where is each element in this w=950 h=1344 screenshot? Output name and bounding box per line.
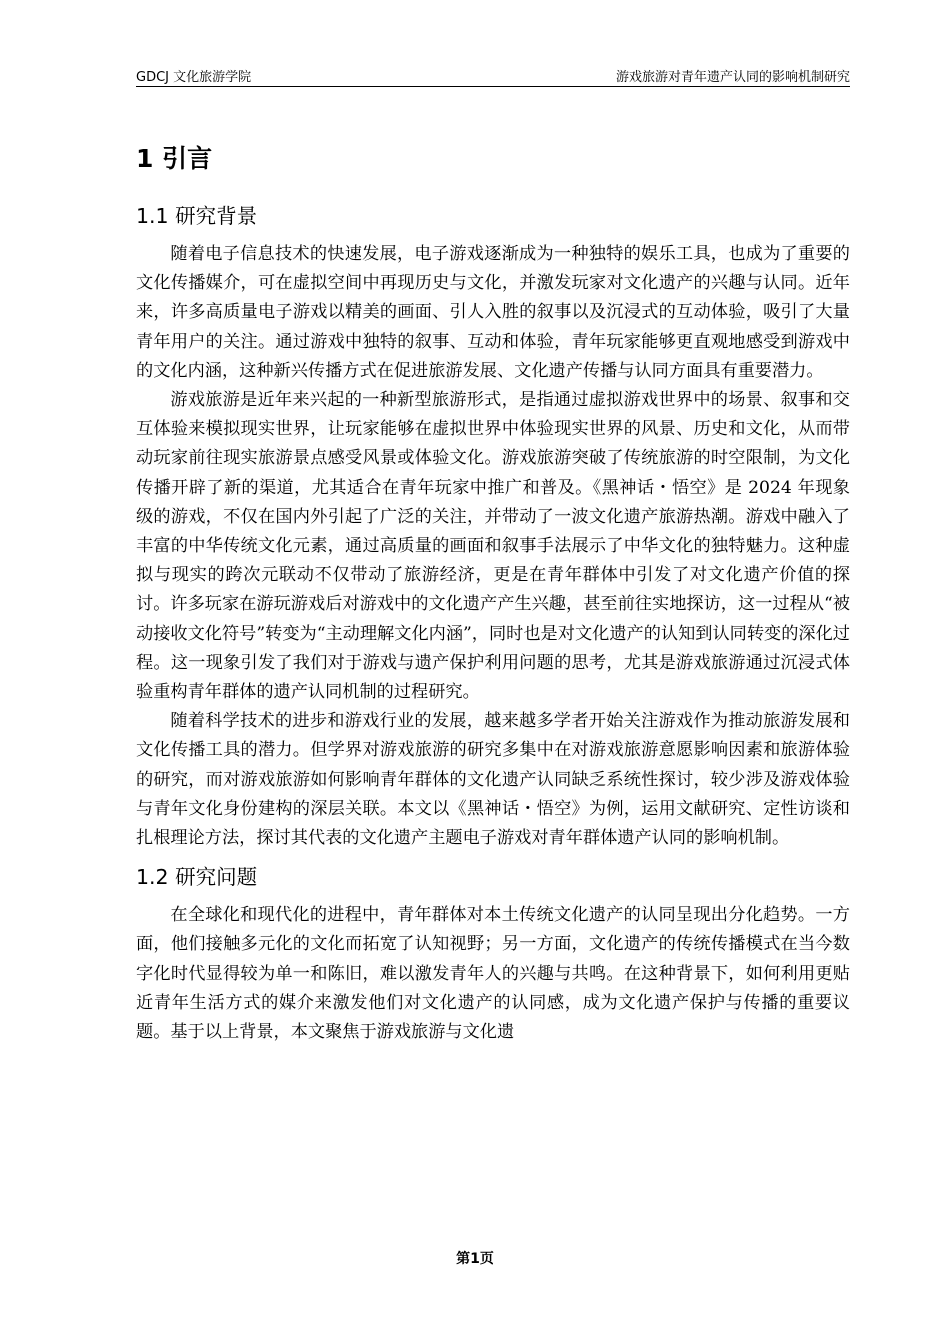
paragraph: 游戏旅游是近年来兴起的一种新型旅游形式，是指通过虚拟游戏世界中的场景、叙事和交互体验来模拟现实世界，让玩家能够在虚拟世界中体验现实世界的风景、历史和文化，从而带动玩家前往现实旅游景点感受风景或体验文化。游戏旅游突破了传统旅游的时空限制，为文化传播开辟了新的渠道，尤其适合在青年玩家中推广和普及。《黑神话・悟空》是 2024 年现象级的游戏，不仅在国内外引起了广泛的关注，并带动了一波文化遗产旅游热潮。游戏中融入了丰富的中华传统文化元素，通过高质量的画面和叙事手法展示了中华文化的独特魅力。这种虚拟与现实的跨次元联动不仅带动了旅游经济，更是在青年群体中引发了对文化遗产价值的探讨。许多玩家在游玩游戏后对游戏中的文化遗产产生兴趣，甚至前往实地探访，这一过程从“被动接收文化符号”转变为“主动理解文化内涵”，同时也是对文化遗产的认知到认同转变的深化过程。这一现象引发了我们对于游戏与遗产保护利用问题的思考，尤其是游戏旅游通过沉浸式体验重构青年群体的遗产认同机制的过程研究。: [136, 390, 850, 703]
chapter-title: 1 引言: [136, 144, 213, 173]
page-body: [136, 138, 850, 1047]
section-heading-background: 1.1 研究背景: [136, 204, 258, 228]
paragraph: 随着科学技术的进步和游戏行业的发展，越来越多学者开始关注游戏作为推动旅游发展和文化传播工具的潜力。但学界对游戏旅游的研究多集中在对游戏旅游意愿影响因素和旅游体验的研究，而对游戏旅游如何影响青年群体的文化遗产认同缺乏系统性探讨，较少涉及游戏体验与青年文化身份建构的深层关联。本文以《黑神话・悟空》为例，运用文献研究、定性访谈和扎根理论方法，探讨其代表的文化遗产主题电子游戏对青年群体遗产认同的影响机制。: [136, 711, 850, 849]
paragraph: 随着电子信息技术的快速发展，电子游戏逐渐成为一种独特的娱乐工具，也成为了重要的文化传播媒介，可在虚拟空间中再现历史与文化，并激发玩家对文化遗产的兴趣与认同。近年来，许多高质量电子游戏以精美的画面、引人入胜的叙事以及沉浸式的互动体验，吸引了大量青年用户的关注。通过游戏中独特的叙事、互动和体验，青年玩家能够更直观地感受到游戏中的文化内涵，这种新兴传播方式在促进旅游发展、文化遗产传播与认同方面具有重要潜力。: [136, 244, 850, 381]
running-header: [136, 64, 850, 86]
header-institution: GDCJ 文化旅游学院: [136, 70, 252, 85]
header-thesis-title: 游戏旅游对青年遗产认同的影响机制研究: [615, 70, 850, 85]
page-number: 第1页: [456, 1251, 494, 1267]
paragraph: 在全球化和现代化的进程中，青年群体对本土传统文化遗产的认同呈现出分化趋势。一方面，他们接触多元化的文化而拓宽了认知视野；另一方面，文化遗产的传统传播模式在当今数字化时代显得较为单一和陈旧，难以激发青年人的兴趣与共鸣。在这种背景下，如何利用更贴近青年生活方式的媒介来激发他们对文化遗产的认同感，成为文化遗产保护与传播的重要议题。基于以上背景，本文聚焦于游戏旅游与文化遗: [136, 905, 850, 1043]
section-heading-research-question: 1.2 研究问题: [136, 865, 258, 890]
header-divider: [136, 86, 850, 87]
